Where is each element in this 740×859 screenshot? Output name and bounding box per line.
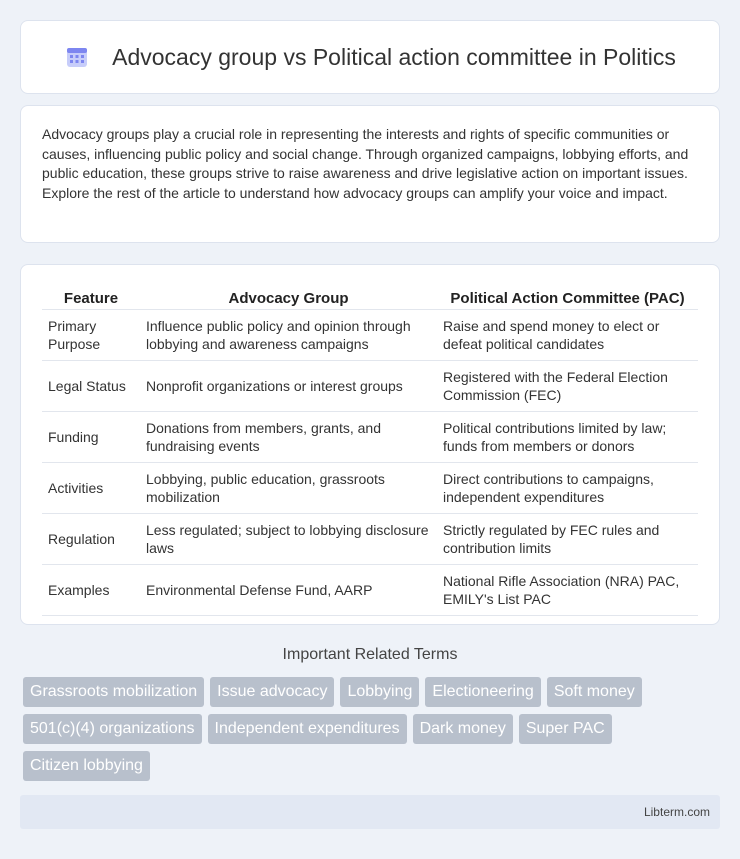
table-cell: Raise and spend money to elect or defeat political candidates: [437, 310, 698, 361]
related-term-tag[interactable]: Super PAC: [519, 714, 612, 744]
table-cell: Lobbying, public education, grassroots mobilization: [140, 463, 437, 514]
table-cell: Funding: [42, 412, 140, 463]
table-cell: Activities: [42, 463, 140, 514]
related-term-tag[interactable]: Issue advocacy: [210, 677, 334, 707]
footer: [20, 795, 720, 829]
related-terms-list: [23, 677, 723, 788]
related-term-tag[interactable]: Grassroots mobilization: [23, 677, 204, 707]
table-cell: Direct contributions to campaigns, independent expenditures: [437, 463, 698, 514]
table-row: [42, 565, 698, 616]
table-cell: Legal Status: [42, 361, 140, 412]
page-title: Advocacy group vs Political action committee in Politics: [112, 43, 676, 70]
header-feature: Feature: [42, 285, 140, 310]
table-cell: Environmental Defense Fund, AARP: [140, 565, 437, 616]
intro-text: Advocacy groups play a crucial role in representing the interests and rights of specific communities or causes, influencing public policy and social change. Through organized campaigns, lobbying efforts, and public education, these groups strive to raise awareness and drive legislative action on important issues. Explore the rest of the article to understand how advocacy groups can amplify your voice and impact.: [42, 126, 689, 201]
table-cell: Influence public policy and opinion through lobbying and awareness campaigns: [140, 310, 437, 361]
table-cell: Nonprofit organizations or interest groups: [140, 361, 437, 412]
header-advocacy-group: Advocacy Group: [140, 285, 437, 310]
table-row: [42, 310, 698, 361]
table-row: [42, 463, 698, 514]
related-term-tag[interactable]: Citizen lobbying: [23, 751, 150, 781]
related-term-tag[interactable]: Electioneering: [425, 677, 540, 707]
header-card: [20, 20, 720, 94]
header-pac: Political Action Committee (PAC): [437, 285, 698, 310]
calendar-grid-icon: [64, 44, 90, 70]
related-term-tag[interactable]: Independent expenditures: [208, 714, 407, 744]
intro-card: [20, 105, 720, 243]
related-term-tag[interactable]: 501(c)(4) organizations: [23, 714, 202, 744]
table-row: [42, 514, 698, 565]
table-cell: Regulation: [42, 514, 140, 565]
table-cell: Primary Purpose: [42, 310, 140, 361]
table-cell: Political contributions limited by law; funds from members or donors: [437, 412, 698, 463]
comparison-card: [20, 264, 720, 625]
table-row: [42, 412, 698, 463]
table-row: [42, 361, 698, 412]
related-term-tag[interactable]: Dark money: [413, 714, 513, 744]
related-terms-title: Important Related Terms: [282, 646, 458, 663]
comparison-table: [42, 285, 698, 616]
related-term-tag[interactable]: Soft money: [547, 677, 642, 707]
table-cell: National Rifle Association (NRA) PAC, EMILY's List PAC: [437, 565, 698, 616]
table-cell: Strictly regulated by FEC rules and contribution limits: [437, 514, 698, 565]
table-cell: Registered with the Federal Election Commission (FEC): [437, 361, 698, 412]
footer-site[interactable]: Libterm.com: [643, 805, 710, 819]
table-cell: Examples: [42, 565, 140, 616]
table-cell: Less regulated; subject to lobbying disclosure laws: [140, 514, 437, 565]
table-cell: Donations from members, grants, and fundraising events: [140, 412, 437, 463]
related-term-tag[interactable]: Lobbying: [340, 677, 419, 707]
table-header-row: [42, 285, 698, 310]
